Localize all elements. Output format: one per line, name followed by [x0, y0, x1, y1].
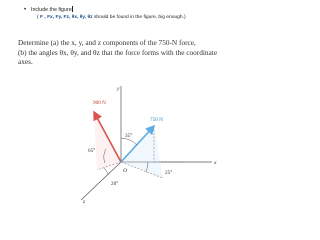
angle-20-arc [104, 168, 108, 174]
problem-line-3: axes. [18, 57, 33, 67]
requirements-items: F , Fx, Fy, Fz, θx, θy, θz [40, 15, 93, 20]
origin-label: O [123, 168, 128, 174]
x-axis-label: x [214, 160, 217, 166]
angle-25-label: 25° [165, 170, 173, 176]
instruction-text: Include the figure [31, 7, 72, 13]
y-axis-label: y [117, 86, 120, 92]
angle-35-label: 35° [125, 133, 133, 139]
problem-line-1: Determine (a) the x, y, and z components of the 750-N force, [18, 38, 196, 47]
force-750-label: 750 N [150, 117, 163, 123]
z-axis-label: z [83, 199, 86, 205]
requirements-suffix: should be found in the figure, big enough.) [92, 15, 186, 20]
bullet-icon: • [24, 7, 27, 13]
force-900-label: 900 N [93, 100, 106, 106]
angle-35-arc [121, 138, 137, 145]
angle-20-label: 20° [111, 181, 119, 187]
requirements-prefix: ( [37, 15, 40, 20]
angle-65-label: 65° [88, 148, 96, 154]
problem-line-2: (b) the angles θx, θy, and θz that the force forms with the coordinate [18, 47, 218, 57]
